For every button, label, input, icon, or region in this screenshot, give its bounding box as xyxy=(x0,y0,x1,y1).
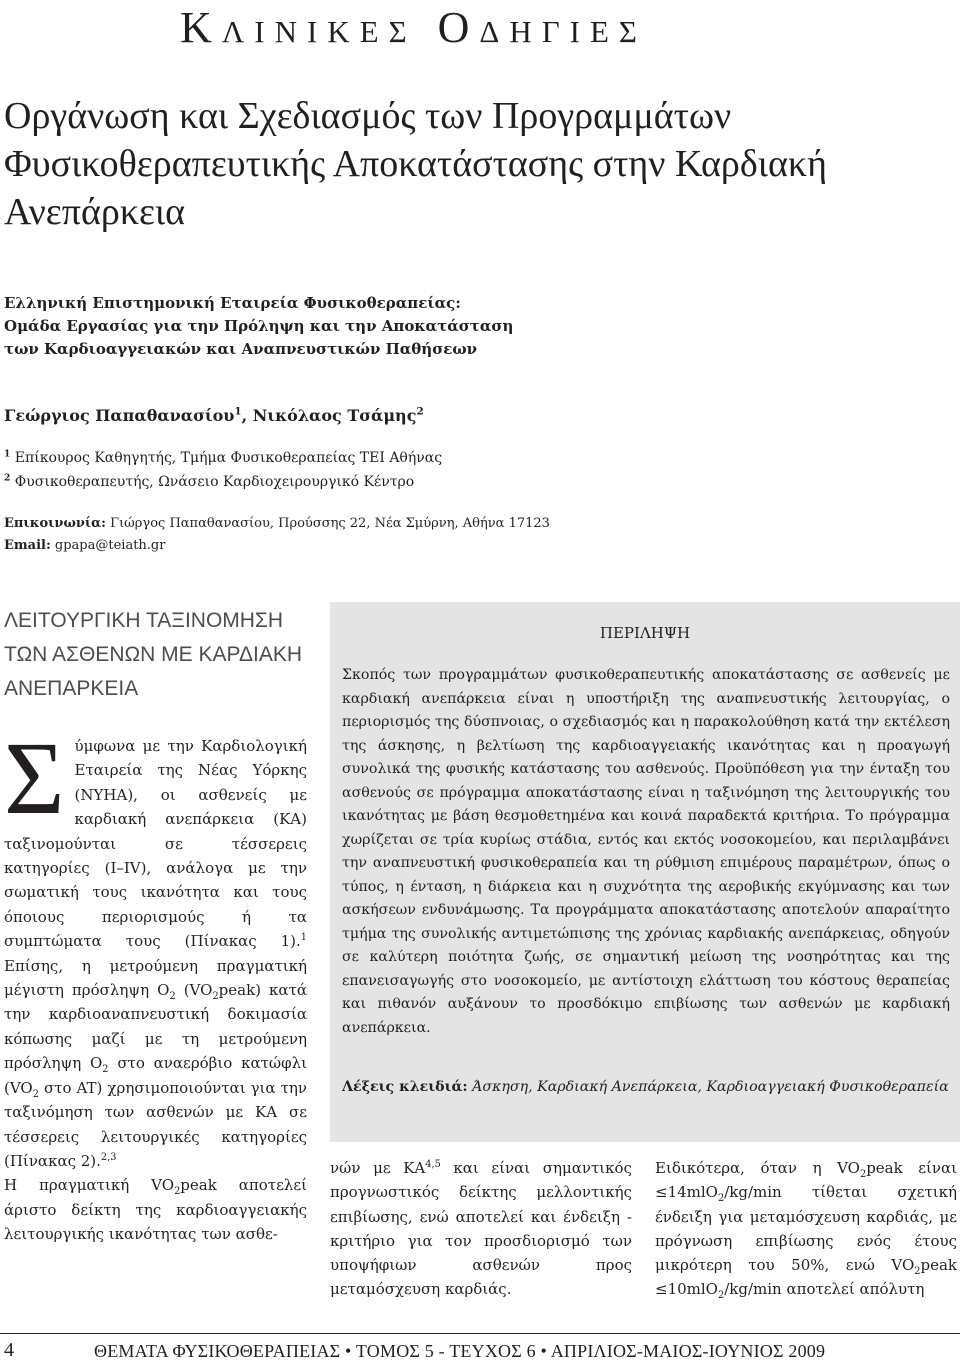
abstract-box xyxy=(330,602,960,1142)
paragraph xyxy=(4,1173,307,1246)
author-affiliation-mark: 1 xyxy=(234,405,242,418)
text-run: Η πραγματική VO xyxy=(4,1176,175,1195)
citation: 4,5 xyxy=(425,1159,441,1170)
page-number: 4 xyxy=(4,1339,14,1361)
author-name: Νικόλαος Τσάμης xyxy=(252,406,417,425)
middle-column-body xyxy=(330,1156,632,1302)
subscript: 2 xyxy=(102,1064,109,1076)
affiliation-number: 2 xyxy=(4,472,11,484)
author-name: Γεώργιος Παπαθανασίου xyxy=(4,406,235,425)
section-heading-functional-classification: ΛΕΙΤΟΥΡΓΙΚΗ ΤΑΞΙΝΟΜΗΣΗ ΤΩΝ ΑΣΘΕΝΩΝ ΜΕ ΚΑΡΔΙΑΚΗ ΑΝΕΠΑΡΚΕΙΑ xyxy=(4,609,303,700)
section-heading: Κλινικες Οδηγιες xyxy=(180,3,647,52)
paragraph xyxy=(4,721,307,1173)
abstract-text: Σκοπός των προγραμμάτων φυσικοθεραπευτικής αποκατάστασης σε ασθενείς με καρδιακή ανεπάρκεια είναι η υποστήριξη της αναπνευστικής λειτουργίας, ο περιορισμός της δύσπνοιας, ο σχεδιασμός και η παρακολούθηση κατά την εκτέλεση της άσκησης, η βελτίωση της καρδιοαγγειακής ικανότητας και η προαγωγή συνολικά της φυσικής κατάστασης του ασθενούς. Προϋπόθεση για την ένταξη του ασθενούς σε πρόγραμμα αποκατάστασης είναι η ταξινόμηση της λειτουργικής του ικανότητας με βάση θεσμοθετημένα και κοινά παραδεκτά κριτήρια. Το πρόγραμμα χωρίζεται σε τρία κυρίως στάδια, εντός και εκτός νοσοκομείου, και περιλαμβάνει την αναπνευστική φυσικοθεραπεία και τη ρύθμιση επιμέρους παραμέτρων, όπως ο τύπος, η ένταση, η διάρκεια και η συχνότητα της αεροβικής εκγύμνασης και των ασκήσεων ενδυνάμωσης. Τα προγράμματα αποκατάστασης αποτελούν απαραίτητο τμήμα της συνολικής αντιμετώπισης της χρόνιας καρδιακής ανεπάρκειας, οδηγούν σε καλύτερη ποιότητα ζωής, σε σημαντική μείωση της νοσηρότητας και της επανεισαγωγής στο νοσοκομείο, με αντίστοιχη ελάττωση του κόστους θεραπείας και πιθανόν αυξάνουν το προσδόκιμο επιβίωσης των ασθενών με καρδιακή ανεπάρκεια. xyxy=(342,667,950,1036)
text-run: Επίσης, η μετρούμενη πραγματική μέγιστη πρόσληψη O xyxy=(4,956,307,1000)
subscript: 2 xyxy=(174,1186,181,1198)
right-column-body xyxy=(655,1156,957,1302)
text-run: στο AT) χρησιμοποιούνται για την ταξινόμηση των ασθενών με ΚΑ σε τέσσερεις λειτουργικές κατηγορίες (Πίνακας 2). xyxy=(4,1078,307,1170)
text-run: ύμφωνα με την Καρδιολογική Εταιρεία της Νέας Υόρκης (NYHA), οι ασθενείς με καρδιακή ανεπάρκεια (ΚΑ) ταξινομούνται σε τέσσερεις κατηγορίες (I–IV), ανάλογα με την σωματική τους ικανότητα και τους όποιους περιορισμούς ή τα συμπτώματα τους (Πίνακας 1). xyxy=(4,737,307,951)
text-run: στο αναερόβιο κατώφλι (VO xyxy=(4,1054,307,1097)
contact-line xyxy=(4,513,550,535)
subscript: 2 xyxy=(717,1290,725,1302)
email-line xyxy=(4,535,550,557)
organization-block xyxy=(4,292,704,361)
author-affiliation-mark: 2 xyxy=(416,405,424,418)
text-run: Ειδικότερα, όταν η VO xyxy=(655,1159,860,1177)
subscript: 2 xyxy=(212,991,219,1003)
text-run: peak αποτελεί άριστο δείκτη της καρδιοαγγειακής λειτουργικής ικανότητας των ασθε- xyxy=(4,1176,307,1244)
citation: 2,3 xyxy=(100,1151,117,1163)
text-run: νών με ΚΑ xyxy=(330,1159,426,1177)
contact-block xyxy=(4,513,550,557)
text-run: και είναι σημαντικός προγνωστικός δείκτης μελλοντικής επιβίωσης, ενώ αποτελεί και ένδειξη - κριτήριο για τον προσδιορισμό των υποψήφιων ασθενών προς μεταμόσχευση καρδιάς. xyxy=(330,1159,632,1299)
left-column-body xyxy=(4,721,307,1247)
affiliations-block xyxy=(4,446,442,494)
organization-line: Ομάδα Εργασίας για την Πρόληψη και την Αποκατάσταση xyxy=(4,317,514,335)
keywords xyxy=(342,1076,950,1098)
subscript: 2 xyxy=(914,1266,921,1278)
contact-address: Γιώργος Παπαθανασίου, Προύσσης 22, Νέα Σμύρνη, Αθήνα 17123 xyxy=(105,516,550,531)
affiliation-number: 1 xyxy=(4,448,11,460)
email-label: Email: xyxy=(4,538,51,553)
affiliation-line xyxy=(4,446,442,470)
text-run: peak) κατά την καρδιοαναπνευστική δοκιμασία κόπωσης μαζί με τη μετρούμενη πρόσληψη O xyxy=(4,981,307,1073)
keywords-label: Λέξεις κλειδιά: xyxy=(342,1079,468,1095)
subscript: 2 xyxy=(169,991,176,1003)
subscript: 2 xyxy=(717,1193,725,1205)
text-run: /kg/min αποτελεί απόλυτη xyxy=(724,1280,925,1299)
article-title: Οργάνωση και Σχεδιασμός των Προγραμμάτων Φυσικοθεραπευτικής Αποκατάστασης στην Καρδιακή Ανεπάρκεια xyxy=(4,95,827,233)
footer-divider xyxy=(0,1333,960,1334)
subscript: 2 xyxy=(859,1169,867,1180)
text-run: peak είναι ≤14mlO xyxy=(655,1159,958,1202)
affiliation-text: Επίκουρος Καθηγητής, Τμήμα Φυσικοθεραπείας ΤΕΙ Αθήνας xyxy=(10,450,443,466)
text-run: (VO xyxy=(175,981,213,1000)
affiliation-line xyxy=(4,470,442,494)
email-address: gpapa@teiath.gr xyxy=(50,538,166,553)
authors-line xyxy=(4,406,424,425)
journal-footer: ΘΕΜΑΤΑ ΦΥΣΙΚΟΘΕΡΑΠΕΙΑΣ • ΤΟΜΟΣ 5 - ΤΕΥΧΟΣ 6 • ΑΠΡΙΛΙΟΣ-ΜΑΙΟΣ-ΙΟΥΝΙΟΣ 2009 xyxy=(94,1341,826,1361)
organization-line: Ελληνική Επιστημονική Εταιρεία Φυσικοθεραπείας: xyxy=(4,294,461,312)
drop-cap: Σ xyxy=(4,721,65,836)
subscript: 2 xyxy=(32,1088,39,1100)
text-run: peak ≤10mlO xyxy=(655,1256,957,1299)
citation: 1 xyxy=(300,932,307,944)
abstract-heading: ΠΕΡΙΛΗΨΗ xyxy=(599,624,691,642)
affiliation-text: Φυσικοθεραπευτής, Ωνάσειο Καρδιοχειρουργικό Κέντρο xyxy=(10,474,415,490)
contact-label: Επικοινωνία: xyxy=(4,516,106,531)
organization-line: των Καρδιοαγγειακών και Αναπνευστικών Παθήσεων xyxy=(4,340,478,358)
author-separator: , xyxy=(241,406,253,425)
text-run: /kg/min τίθεται σχετική ένδειξη για μεταμόσχευση καρδιάς, με πρόγνωση επιβίωσης ενός έτους μικρότερη του 50%, ενώ VO xyxy=(655,1183,957,1275)
keywords-value: Άσκηση, Καρδιακή Ανεπάρκεια, Καρδιοαγγειακή Φυσικοθεραπεία xyxy=(467,1079,949,1095)
